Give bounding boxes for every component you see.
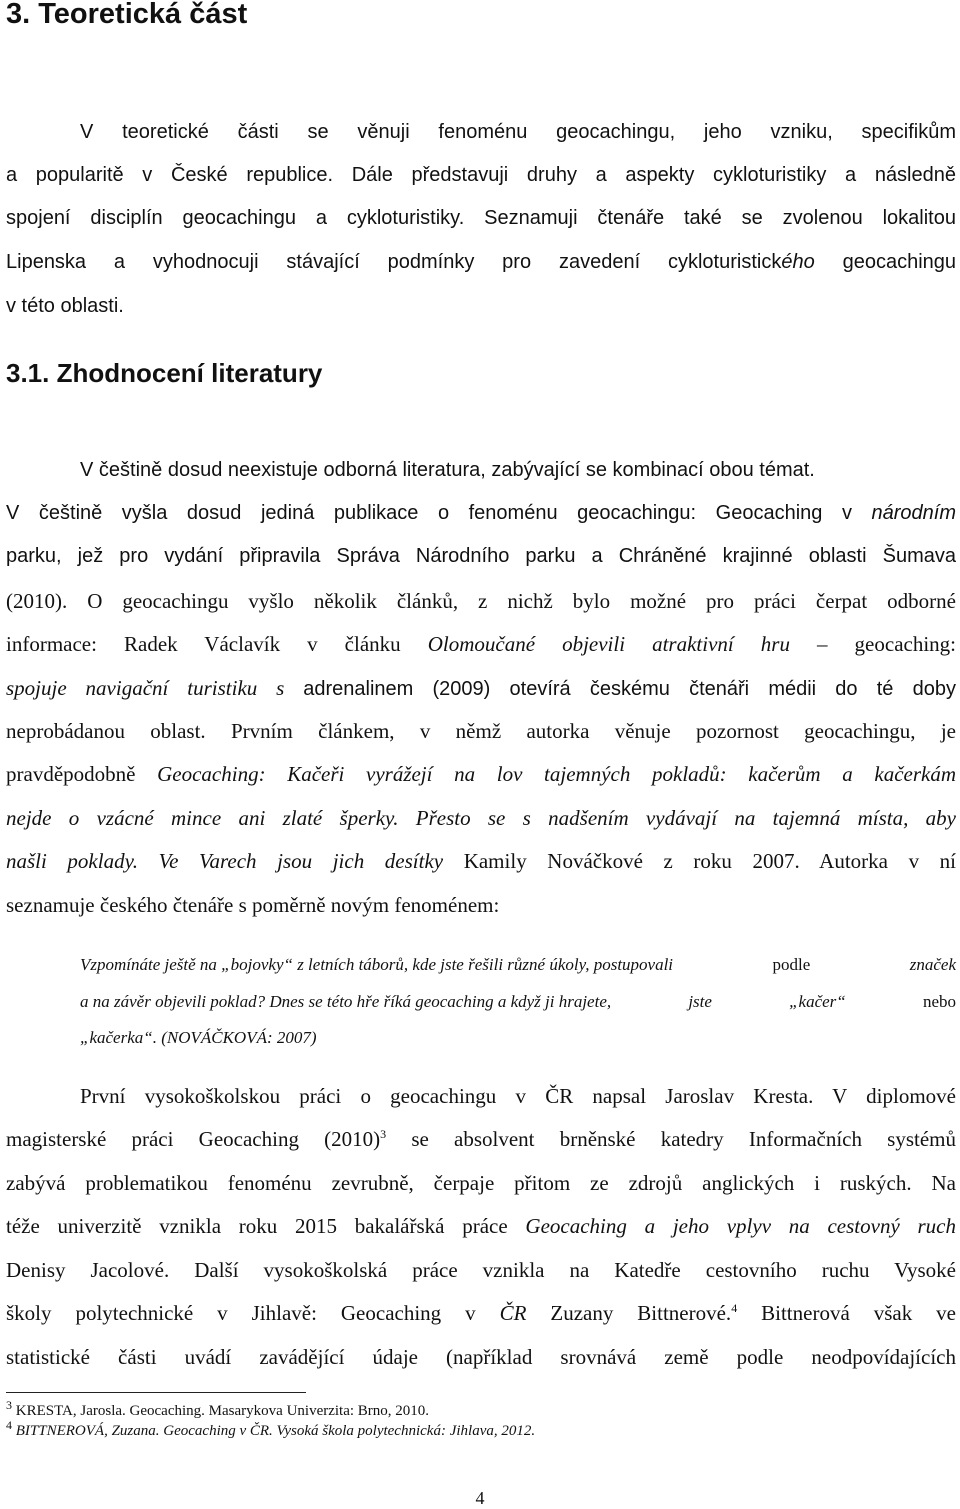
theses-line: statistické části uvádí zavádějící údaje (například srovnává země podle neodpovídajících [6, 1345, 956, 1369]
quote-text: značek [909, 955, 956, 974]
theses-line: První vysokoškolskou práci o geocachingu v ČR napsal Jaroslav Kresta. V diplomové [80, 1084, 956, 1108]
theses-text: se absolvent brněnské katedry Informačních systémů [386, 1127, 957, 1151]
quote-text: „kačerka“. (NOVÁČKOVÁ: 2007) [80, 1028, 317, 1047]
footnote-text: BITTNEROVÁ, Zuzana. Geocaching v ČR. Vysoká škola polytechnická: Jihlava, 2012. [15, 1423, 536, 1439]
article-title: našli poklady. Ve Varech jsou jich desítky [6, 849, 444, 873]
article-title: Geocaching: Kačeři vyrážejí na lov tajemných pokladů: kačerům a kačerkám [157, 762, 956, 786]
lit-line: V češtině dosud neexistuje odborná literatura, zabývající se kombinací obou témat. [80, 459, 815, 481]
footnote [6, 1398, 956, 1420]
intro-italic: ého [781, 251, 815, 273]
theses-line [6, 1127, 956, 1152]
lit-line [6, 502, 956, 525]
quote-text: podle [772, 955, 811, 974]
quote-text: jste [688, 992, 712, 1011]
quote-text: nebo [922, 992, 956, 1011]
article-title: Přesto se s nadšením vydávají na tajemná místa, aby [398, 806, 956, 830]
intro-text: geocachingu [814, 251, 957, 273]
lit-line: seznamuje českého čtenáře s poměrně novým fenoménem: [6, 893, 500, 917]
quote-text: Vzpomínáte ještě na „bojovky“ z letních táborů, kde jste řešili různé úkoly, postupovali [80, 955, 674, 974]
lit-text: – geocaching: [789, 632, 957, 656]
lit-line [6, 806, 956, 831]
lit-text: adrenalinem (2009) otevírá českému čtenáři médii do té doby [303, 678, 957, 700]
lit-text: Kamily Nováčkové z roku 2007. Autorka v ní [443, 849, 956, 873]
theses-line: zabývá problematikou fenoménu zevrubně, čerpaje přitom ze zdrojů anglických i ruských. Na [6, 1171, 956, 1195]
theses-text: magisterské práci Geocaching (2010) [6, 1127, 381, 1151]
quote-text: „kačer“ [789, 992, 846, 1011]
quote-text: a na závěr objevili poklad? Dnes se této hře říká geocaching a když ji hrajete, [80, 992, 612, 1011]
theses-text: školy polytechnické v Jihlavě: Geocaching v [6, 1301, 500, 1325]
theses-text: téže univerzitě vznikla roku 2015 bakalářská práce [6, 1214, 526, 1238]
lit-line: neprobádanou oblast. Prvním článkem, v němž autorka věnuje pozornost geocachingu, je [6, 719, 956, 743]
intro-text: Lipenska a vyhodnocuji stávající podmínky pro zavedení cykloturistick [6, 251, 782, 273]
lit-text: informace: Radek Václavík v článku [6, 632, 428, 656]
intro-line [6, 251, 956, 274]
quote-line [80, 955, 956, 975]
footnote-text: KRESTA, Jarosla. Geocaching. Masarykova Univerzita: Brno, 2010. [15, 1403, 430, 1419]
quote-line [80, 1028, 960, 1048]
page-title: 3. Teoretická část [6, 0, 248, 30]
thesis-title: ČR [499, 1301, 527, 1325]
thesis-title: Geocaching a jeho vplyv na cestovný ruch [525, 1214, 956, 1238]
lit-italic: národním [871, 502, 956, 524]
footnote-divider [6, 1392, 306, 1393]
theses-line: Denisy Jacolové. Další vysokoškolská práce vznikla na Katedře cestovního ruchu Vysoké [6, 1258, 956, 1282]
footnote-ref[interactable]: 4 [731, 1301, 738, 1315]
lit-text: pravděpodobně [6, 762, 158, 786]
lit-line: (2010). O geocachingu vyšlo několik článků, z nichž bylo možné pro práci čerpat odborné [6, 589, 956, 613]
theses-text: Zuzany Bittnerové. [526, 1301, 732, 1325]
theses-line [6, 1301, 956, 1326]
page-number: 4 [475, 1488, 485, 1508]
theses-text: Bittnerová však ve [737, 1301, 956, 1325]
intro-line: V teoretické části se věnuji fenoménu geocachingu, jeho vzniku, specifikům [80, 121, 956, 143]
lit-line [6, 762, 956, 787]
footnote-number: 3 [6, 1398, 12, 1412]
intro-line: v této oblasti. [6, 295, 124, 317]
section-heading: 3.1. Zhodnocení literatury [6, 358, 323, 388]
quote-line [80, 992, 956, 1012]
lit-line [6, 849, 956, 874]
footnote-ref[interactable]: 3 [380, 1127, 387, 1141]
footnote [6, 1418, 956, 1440]
lit-line: parku, jež pro vydání připravila Správa Národního parku a Chráněné krajinné oblasti Šumava [6, 545, 956, 567]
lit-line [6, 676, 956, 701]
footnote-number: 4 [6, 1418, 12, 1432]
intro-line: a popularitě v České republice. Dále představuji druhy a aspekty cykloturistiky a následně [6, 164, 956, 186]
lit-text: V češtině vyšla dosud jediná publikace o fenoménu geocachingu: Geocaching v [6, 502, 872, 524]
article-title: nejde o vzácné mince ani zlaté šperky. [6, 806, 399, 830]
intro-line: spojení disciplín geocachingu a cykloturistiky. Seznamuji čtenáře také se zvolenou lokalitou [6, 207, 956, 229]
article-title: Olomoučané objevili atraktivní hru [427, 632, 790, 656]
lit-line [6, 632, 956, 657]
article-title: spojuje navigační turistiku s [6, 676, 304, 700]
theses-line [6, 1214, 956, 1239]
